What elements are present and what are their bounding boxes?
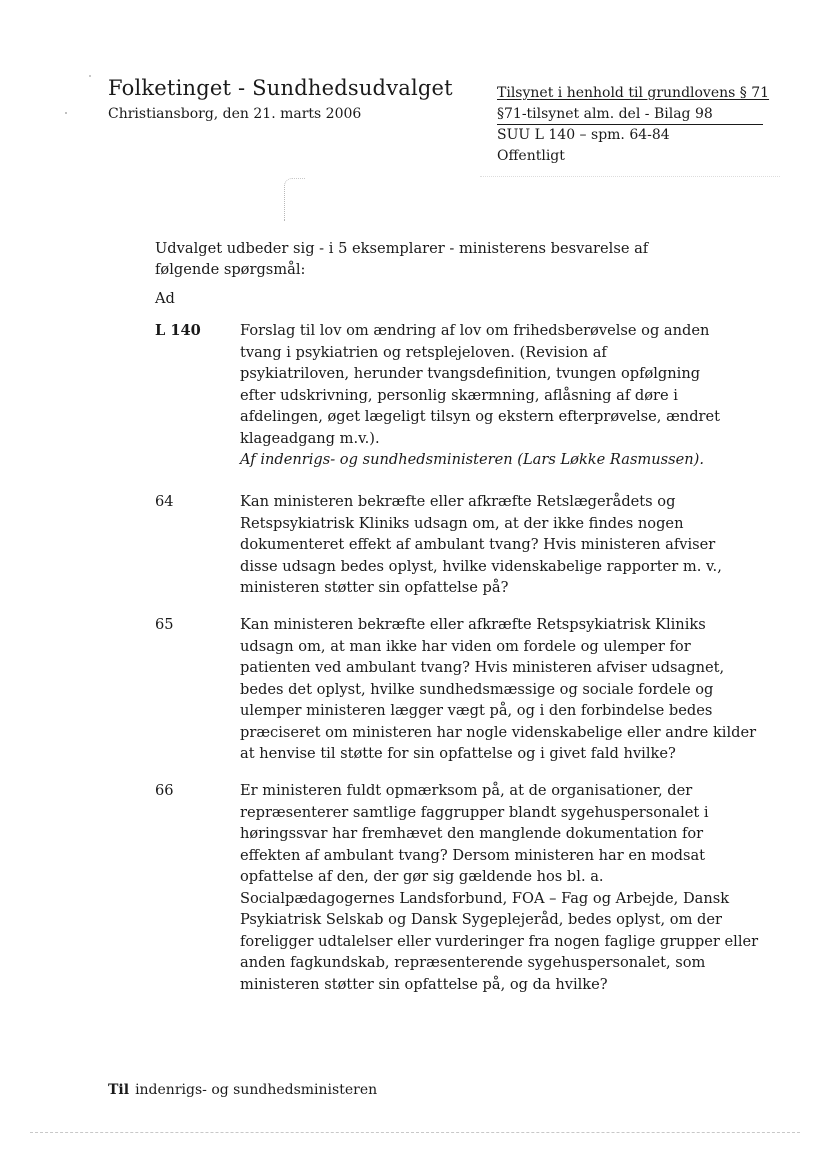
question-number: 65 — [155, 616, 174, 633]
recipient-line — [108, 1082, 377, 1098]
reference-case-number: SUU L 140 – spm. 64-84 — [497, 127, 670, 143]
reference-status: Offentligt — [497, 148, 565, 164]
text-line: Er ministeren fuldt opmærksom på, at de organisationer, der — [240, 782, 693, 799]
bottom-scan-edge — [30, 1132, 800, 1133]
text-line: Forslag til lov om ændring af lov om frihedsberøvelse og anden — [240, 322, 710, 339]
text-line: foreligger udtalelser eller vurderinger fra nogen faglige grupper eller — [240, 932, 759, 950]
text-line: efter udskrivning, personlig skærmning, aflåsning af døre i — [240, 386, 678, 404]
text-line: at henvise til støtte for sin opfattelse og i givet fald hvilke? — [240, 745, 676, 762]
text-line: klageadgang m.v.). — [240, 429, 380, 447]
text-line: dokumenteret effekt af ambulant tvang? Hvis ministeren afviser — [240, 536, 716, 553]
reference-block — [497, 83, 769, 167]
text-line: opfattelse af den, der gør sig gældende hos bl. a. — [240, 868, 604, 885]
text-line: Socialpædagogernes Landsforbund, FOA – Fag og Arbejde, Dansk — [240, 889, 730, 907]
text-line: ministeren støtter sin opfattelse på? — [240, 579, 509, 596]
text-line: anden fagkundskab, repræsenterende sygehuspersonalet, som — [240, 954, 706, 971]
text-line: patienten ved ambulant tvang? Hvis ministeren afviser udsagnet, — [240, 659, 725, 676]
reference-bilag: §71-tilsynet alm. del - Bilag 98 — [497, 104, 763, 125]
text-line: ministeren støtter sin opfattelse på, og da hvilke? — [240, 975, 608, 993]
text-line: bedes det oplyst, hvilke sundhedsmæssige og sociale fordele og — [240, 680, 714, 698]
text-line: Retspsykiatrisk Kliniks udsagn om, at der ikke findes nogen — [240, 514, 684, 532]
text-line: disse udsagn bedes oplyst, hvilke videnskabelige rapporter m. v., — [240, 557, 722, 575]
faint-stamp-mark — [284, 178, 305, 221]
ad-label: Ad — [155, 290, 175, 307]
text-line: psykiatriloven, herunder tvangsdefinition, tvungen opfølgning — [240, 365, 701, 382]
text-line: tvang i psykiatrien og retsplejeloven. (Revision af — [240, 343, 607, 361]
text-line: Psykiatrisk Selskab og Dansk Sygeplejeråd, bedes oplyst, om der — [240, 911, 723, 928]
faint-scan-line — [480, 176, 780, 177]
text-line: præciseret om ministeren har nogle videnskabelige eller andre kilder — [240, 723, 757, 741]
text-line: Kan ministeren bekræfte eller afkræfte Retslægerådets og — [240, 493, 676, 510]
scan-speck — [89, 75, 91, 77]
text-line: udsagn om, at man ikke har viden om fordele og ulemper for — [240, 637, 691, 655]
scan-speck — [65, 112, 67, 114]
text-line: afdelingen, øget lægeligt tilsyn og ekstern efterprøvelse, ændret — [240, 408, 721, 425]
text-line: repræsenterer samtlige faggrupper blandt sygehuspersonalet i — [240, 803, 709, 821]
bill-attribution: Af indenrigs- og sundhedsministeren (Lars Løkke Rasmussen). — [240, 451, 705, 468]
text-line: Kan ministeren bekræfte eller afkræfte Retspsykiatrisk Kliniks — [240, 616, 706, 633]
bill-text — [240, 320, 720, 471]
reference-tilsyn: Tilsynet i henhold til grundlovens § 71 — [497, 85, 770, 101]
question-text — [240, 614, 756, 765]
recipient-name: indenrigs- og sundhedsministeren — [135, 1082, 378, 1098]
place-and-date: Christiansborg, den 21. marts 2006 — [108, 106, 362, 122]
question-text — [240, 491, 722, 599]
committee-name: Folketinget - Sundhedsudvalget — [108, 76, 453, 100]
question-number: 66 — [155, 782, 174, 799]
recipient-prefix: Til — [108, 1082, 130, 1098]
question-number: 64 — [155, 493, 174, 510]
text-line: ulemper ministeren lægger vægt på, og i den forbindelse bedes — [240, 702, 713, 719]
text-line: effekten af ambulant tvang? Dersom ministeren har en modsat — [240, 846, 706, 864]
intro-paragraph: Udvalget udbeder sig - i 5 eksemplarer - ministerens besvarelse af følgende spørgsmål: — [155, 240, 649, 278]
question-text — [240, 780, 758, 995]
text-line: høringssvar har fremhævet den manglende dokumentation for — [240, 825, 704, 842]
bill-number: L 140 — [155, 322, 201, 339]
